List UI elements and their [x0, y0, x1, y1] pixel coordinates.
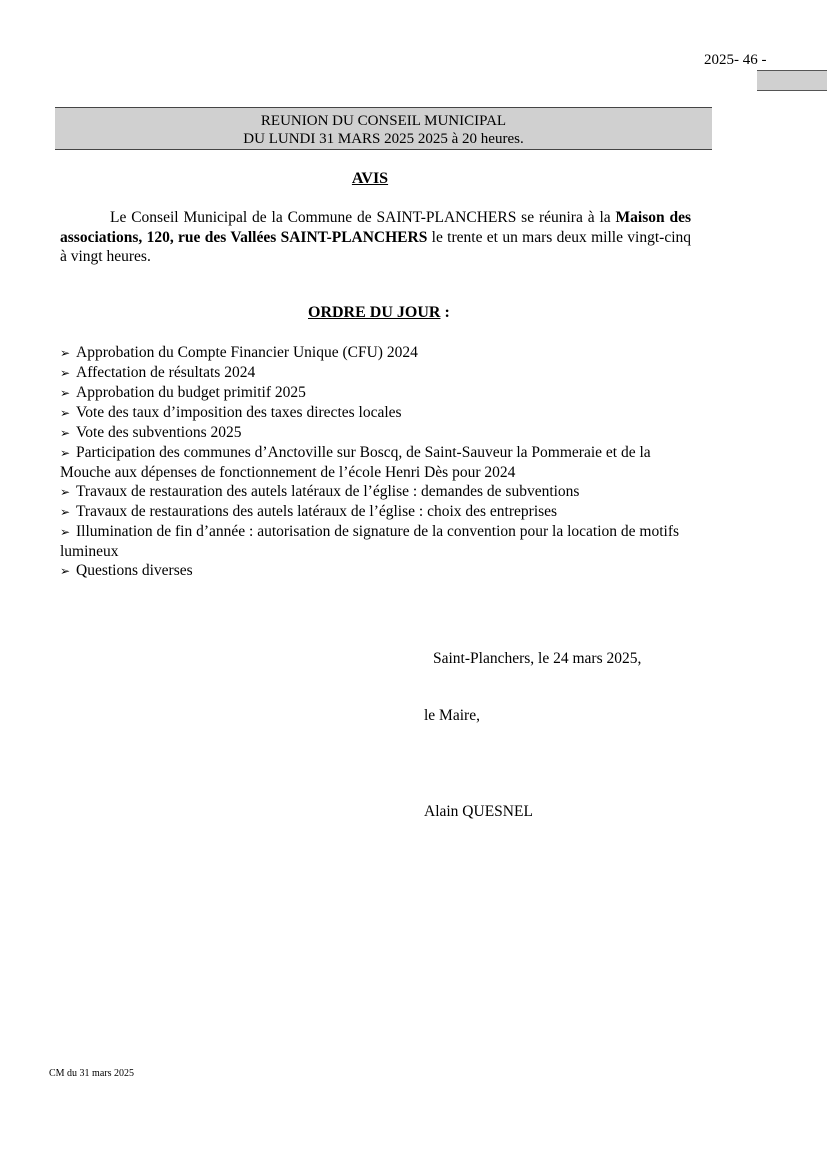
agenda-list	[60, 343, 705, 581]
signature-place-date: Saint-Planchers, le 24 mars 2025,	[433, 650, 642, 667]
agenda-item-text: Approbation du Compte Financier Unique (CFU) 2024	[76, 344, 418, 361]
page-number: 2025- 46 -	[704, 52, 767, 68]
arrow-bullet-icon: ➢	[60, 446, 71, 460]
arrow-bullet-icon: ➢	[60, 525, 71, 539]
arrow-bullet-icon: ➢	[60, 346, 71, 360]
arrow-bullet-icon: ➢	[60, 406, 71, 420]
agenda-item	[60, 403, 705, 423]
agenda-item	[60, 383, 705, 403]
agenda-item-text: Approbation du budget primitif 2025	[76, 384, 306, 401]
intro-text-start: Le Conseil Municipal de la Commune de SAINT-PLANCHERS se réunira à la	[110, 209, 616, 226]
agenda-item	[60, 443, 705, 482]
agenda-item	[60, 482, 705, 502]
meeting-header	[55, 107, 712, 150]
arrow-bullet-icon: ➢	[60, 386, 71, 400]
agenda-item	[60, 423, 705, 443]
agenda-item-text: Travaux de restauration des autels latéraux de l’église : demandes de subventions	[76, 483, 580, 500]
agenda-title-colon: :	[440, 304, 450, 321]
agenda-item	[60, 561, 705, 581]
agenda-item-text: Participation des communes d’Anctoville sur Boscq, de Saint-Sauveur la Pommeraie et de la Mouche aux dépenses de fonctionnement de l’école Henri Dès pour 2024	[60, 444, 651, 481]
footer-label: CM du 31 mars 2025	[49, 1068, 134, 1079]
arrow-bullet-icon: ➢	[60, 485, 71, 499]
agenda-item-text: Questions diverses	[76, 562, 193, 579]
avis-title: AVIS	[351, 170, 389, 187]
agenda-item-text: Travaux de restaurations des autels latéraux de l’église : choix des entreprises	[76, 503, 558, 520]
agenda-item-text: Vote des taux d’imposition des taxes directes locales	[76, 404, 402, 421]
arrow-bullet-icon: ➢	[60, 426, 71, 440]
agenda-item-text: Vote des subventions 2025	[76, 424, 242, 441]
arrow-bullet-icon: ➢	[60, 564, 71, 578]
meeting-header-line1: REUNION DU CONSEIL MUNICIPAL	[260, 113, 507, 129]
agenda-item	[60, 522, 705, 561]
agenda-item	[60, 363, 705, 383]
agenda-item-text: Affectation de résultats 2024	[76, 364, 256, 381]
page-tab-marker	[757, 70, 827, 91]
intro-paragraph	[60, 208, 691, 267]
arrow-bullet-icon: ➢	[60, 366, 71, 380]
agenda-title	[308, 304, 450, 322]
agenda-item-text: Illumination de fin d’année : autorisation de signature de la convention pour la location de motifs lumineux	[60, 523, 680, 560]
arrow-bullet-icon: ➢	[60, 505, 71, 519]
meeting-header-line2: DU LUNDI 31 MARS 2025 2025 à 20 heures.	[243, 131, 524, 147]
agenda-item	[60, 502, 705, 522]
intro-text-end: le trente et un mars deux mille vingt-cinq à vingt heures.	[60, 228, 692, 265]
signature-role: le Maire,	[424, 707, 480, 724]
agenda-title-text: ORDRE DU JOUR	[308, 304, 441, 321]
agenda-item	[60, 343, 705, 363]
intro-venue: Maison des associations, 120, rue des Vallées SAINT-PLANCHERS	[60, 209, 692, 246]
signature-name: Alain QUESNEL	[424, 803, 533, 820]
